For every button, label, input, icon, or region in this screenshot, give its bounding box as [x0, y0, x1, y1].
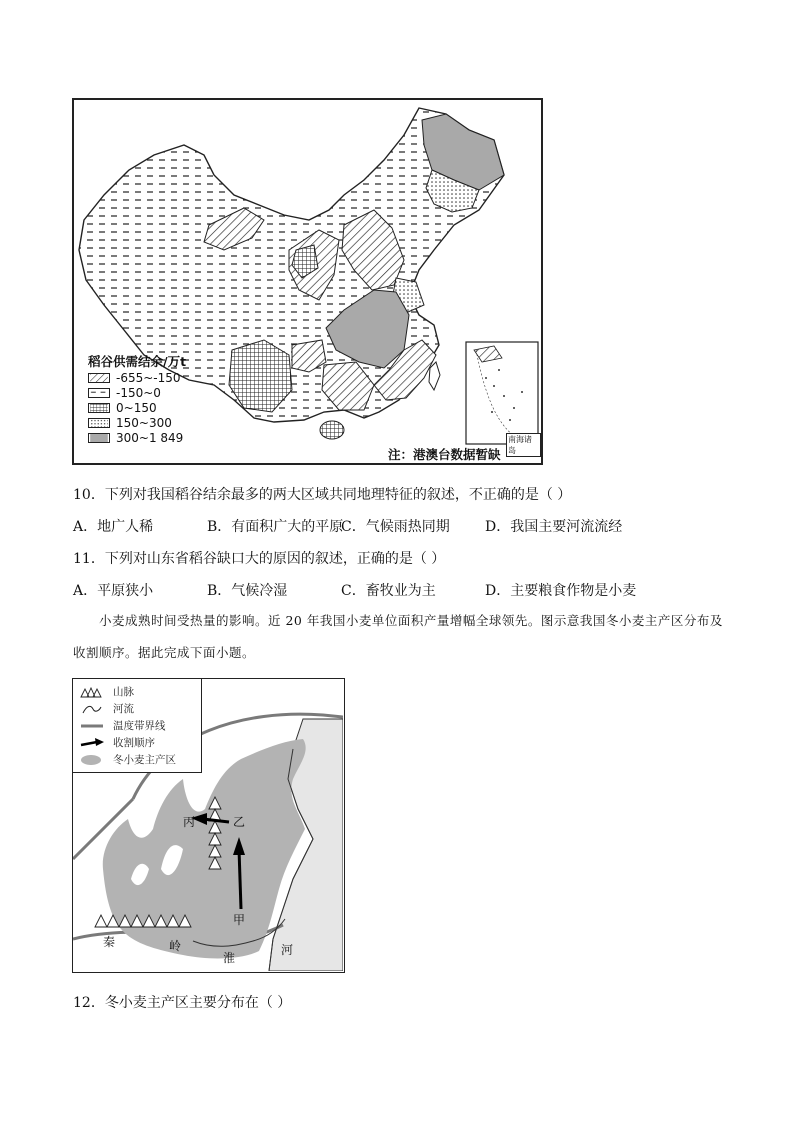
question-11-options	[73, 580, 733, 600]
legend-item	[79, 734, 195, 751]
boundary-line-icon	[79, 720, 105, 732]
label-bing: 丙	[183, 815, 196, 829]
option-d[interactable]: D．主要粮食作物是小麦	[485, 583, 637, 599]
legend-item	[88, 385, 186, 400]
option-c[interactable]: C．气候雨热同期	[341, 519, 450, 535]
gray-swatch-icon	[88, 433, 110, 443]
question-11-stem: 11．下列对山东省稻谷缺口大的原因的叙述，正确的是（ ）	[73, 551, 446, 567]
intro-text: 小麦成熟时间受热量的影响。近 20 年我国小麦单位面积产量增幅全球领先。图示意我国冬小麦主产区分布及收割顺序。据此完成下面小题。	[73, 613, 723, 660]
legend-item	[88, 370, 186, 385]
legend-label: 山脉	[113, 686, 134, 698]
legend-label: 300~1 849	[116, 430, 184, 445]
legend-item	[79, 751, 195, 768]
hatch-swatch-icon	[88, 373, 110, 383]
dots-swatch-icon	[88, 418, 110, 428]
rice-balance-map	[72, 98, 543, 465]
legend-label: 冬小麦主产区	[113, 754, 176, 766]
option-a[interactable]: A．地广人稀	[73, 519, 154, 535]
legend-label: 0~150	[116, 400, 157, 415]
rice-map-legend	[88, 352, 186, 445]
wheat-map-legend	[73, 679, 202, 773]
legend-label: -655~-150	[116, 370, 181, 385]
option-b[interactable]: B．有面积广大的平原	[207, 519, 344, 535]
question-12-stem: 12．冬小麦主产区主要分布在（ ）	[73, 995, 292, 1011]
question-10-stem: 10．下列对我国稻谷结余最多的两大区域共同地理特征的叙述，不正确的是（ ）	[73, 487, 572, 503]
arrow-icon	[79, 737, 105, 749]
data-note: 注：港澳台数据暂缺	[388, 447, 501, 462]
label-yi: 乙	[233, 815, 246, 829]
label-huai: 淮	[223, 951, 236, 965]
legend-label: 收割顺序	[113, 737, 155, 749]
intro-paragraph	[73, 605, 733, 669]
mountain-icon	[79, 686, 105, 698]
legend-item	[88, 415, 186, 430]
label-ling: 岭	[169, 939, 182, 953]
river-icon	[79, 703, 105, 715]
legend-label: -150~0	[116, 385, 161, 400]
grid-swatch-icon	[88, 403, 110, 413]
region-hainan	[320, 421, 344, 439]
legend-item	[79, 683, 195, 700]
option-b[interactable]: B．气候冷湿	[207, 583, 288, 599]
harvest-arrow-south-north	[239, 849, 241, 909]
legend-label: 150~300	[116, 415, 172, 430]
label-he: 河	[281, 943, 294, 957]
dash-swatch-icon	[88, 388, 110, 398]
option-a[interactable]: A．平原狭小	[73, 583, 154, 599]
label-jia: 甲	[233, 913, 246, 927]
legend-item	[88, 430, 186, 445]
inset-label: 南海诸岛	[506, 433, 541, 457]
legend-label: 温度带界线	[113, 720, 166, 732]
label-qin: 秦	[103, 935, 116, 949]
legend-item	[79, 700, 195, 717]
winter-wheat-map	[72, 678, 345, 973]
wheat-area-icon	[79, 754, 105, 766]
legend-item	[79, 717, 195, 734]
legend-title: 稻谷供需结余/万t	[88, 354, 187, 369]
legend-item	[88, 400, 186, 415]
option-d[interactable]: D．我国主要河流流经	[485, 519, 623, 535]
option-c[interactable]: C．畜牧业为主	[341, 583, 436, 599]
question-10-options	[73, 516, 733, 536]
legend-label: 河流	[113, 703, 134, 715]
